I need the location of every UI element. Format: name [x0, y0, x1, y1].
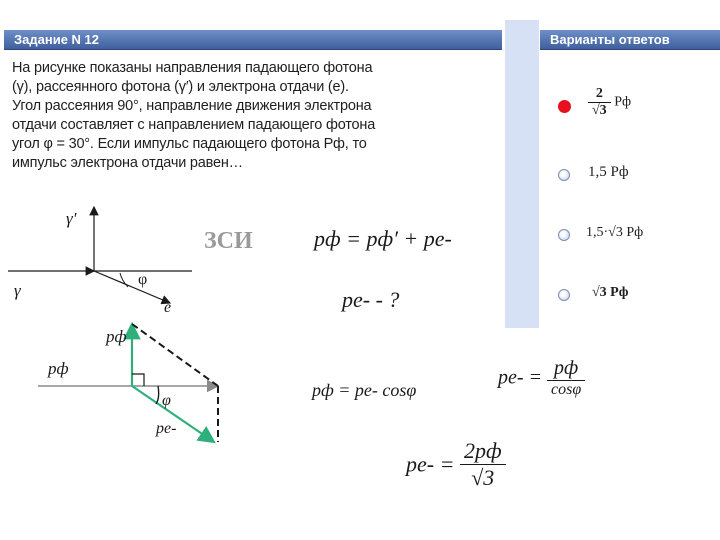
answers-header-title: Варианты ответов — [550, 32, 670, 47]
option-2-radio[interactable] — [558, 169, 570, 181]
equation-4-lhs: pe- = — [498, 366, 543, 389]
p-phi-top-label — [106, 327, 127, 347]
problem-line-5: угол φ = 30°. Если импульс падающего фотона Pф, то — [12, 136, 367, 152]
option-1-numerator: 2 — [588, 86, 611, 103]
problem-line-4: отдачи составляет с направлением падающего фотона — [12, 117, 376, 133]
problem-line-3: Угол рассеяния 90°, направление движения электрона — [12, 98, 372, 114]
zsi-label: ЗСИ — [204, 228, 253, 254]
problem-text — [12, 59, 502, 173]
momentum-triangle-diagram — [30, 320, 240, 450]
task-header-title: Задание N 12 — [14, 32, 100, 47]
answers-header — [540, 30, 720, 50]
equation-4 — [498, 357, 585, 399]
p-phi-top-text: pф — [106, 327, 127, 346]
equation-4-numerator: pф — [547, 357, 585, 381]
problem-line-1: На рисунке показаны направления падающего фотона — [12, 60, 373, 76]
phi-label-2: φ — [162, 392, 171, 409]
equation-5-lhs: pe- = — [406, 451, 455, 477]
problem-line-2: (γ), рассеянного фотона (γ′) и электрона отдачи (e). — [12, 79, 349, 95]
equation-3: pф = pe- cosφ — [312, 380, 417, 400]
task-header — [4, 30, 502, 50]
equation-5-numerator: 2pф — [460, 438, 506, 465]
equation-1: pф = pф′ + pe- — [314, 226, 452, 251]
right-angle-mark — [132, 374, 144, 386]
option-2[interactable]: 1,5 Pф — [588, 164, 629, 180]
gamma-label: γ — [14, 281, 21, 300]
option-1[interactable] — [588, 86, 631, 119]
phi-arc-2 — [156, 386, 159, 404]
divider-strip — [505, 20, 539, 328]
equation-4-denominator: cosφ — [551, 381, 582, 398]
electron-label: e — [164, 299, 172, 316]
equation-2: pe- - ? — [342, 287, 400, 312]
option-1-denominator: √3 — [592, 103, 607, 118]
problem-line-6: импульс электрона отдачи равен… — [12, 155, 243, 171]
option-1-unit: Pф — [614, 94, 632, 110]
gamma-prime-label: γ' — [66, 209, 77, 228]
p-phi-left-text: pф — [48, 359, 69, 378]
option-1-fraction — [588, 86, 611, 119]
p-e-label: pe- — [156, 420, 177, 437]
equation-4-fraction — [547, 357, 585, 399]
option-3-radio[interactable] — [558, 229, 570, 241]
option-1-radio[interactable] — [558, 100, 571, 113]
option-3[interactable]: 1,5·√3 Pф — [586, 225, 644, 240]
option-4[interactable]: √3 Pф — [592, 285, 629, 300]
dashed-top-edge — [132, 324, 218, 386]
equation-5 — [406, 438, 506, 491]
equation-5-fraction — [460, 438, 506, 491]
p-phi-left-label — [48, 359, 69, 379]
equation-5-denominator: √3 — [471, 465, 495, 490]
phi-label: φ — [138, 271, 148, 288]
electron-direction-arrow — [94, 271, 170, 303]
option-4-radio[interactable] — [558, 289, 570, 301]
